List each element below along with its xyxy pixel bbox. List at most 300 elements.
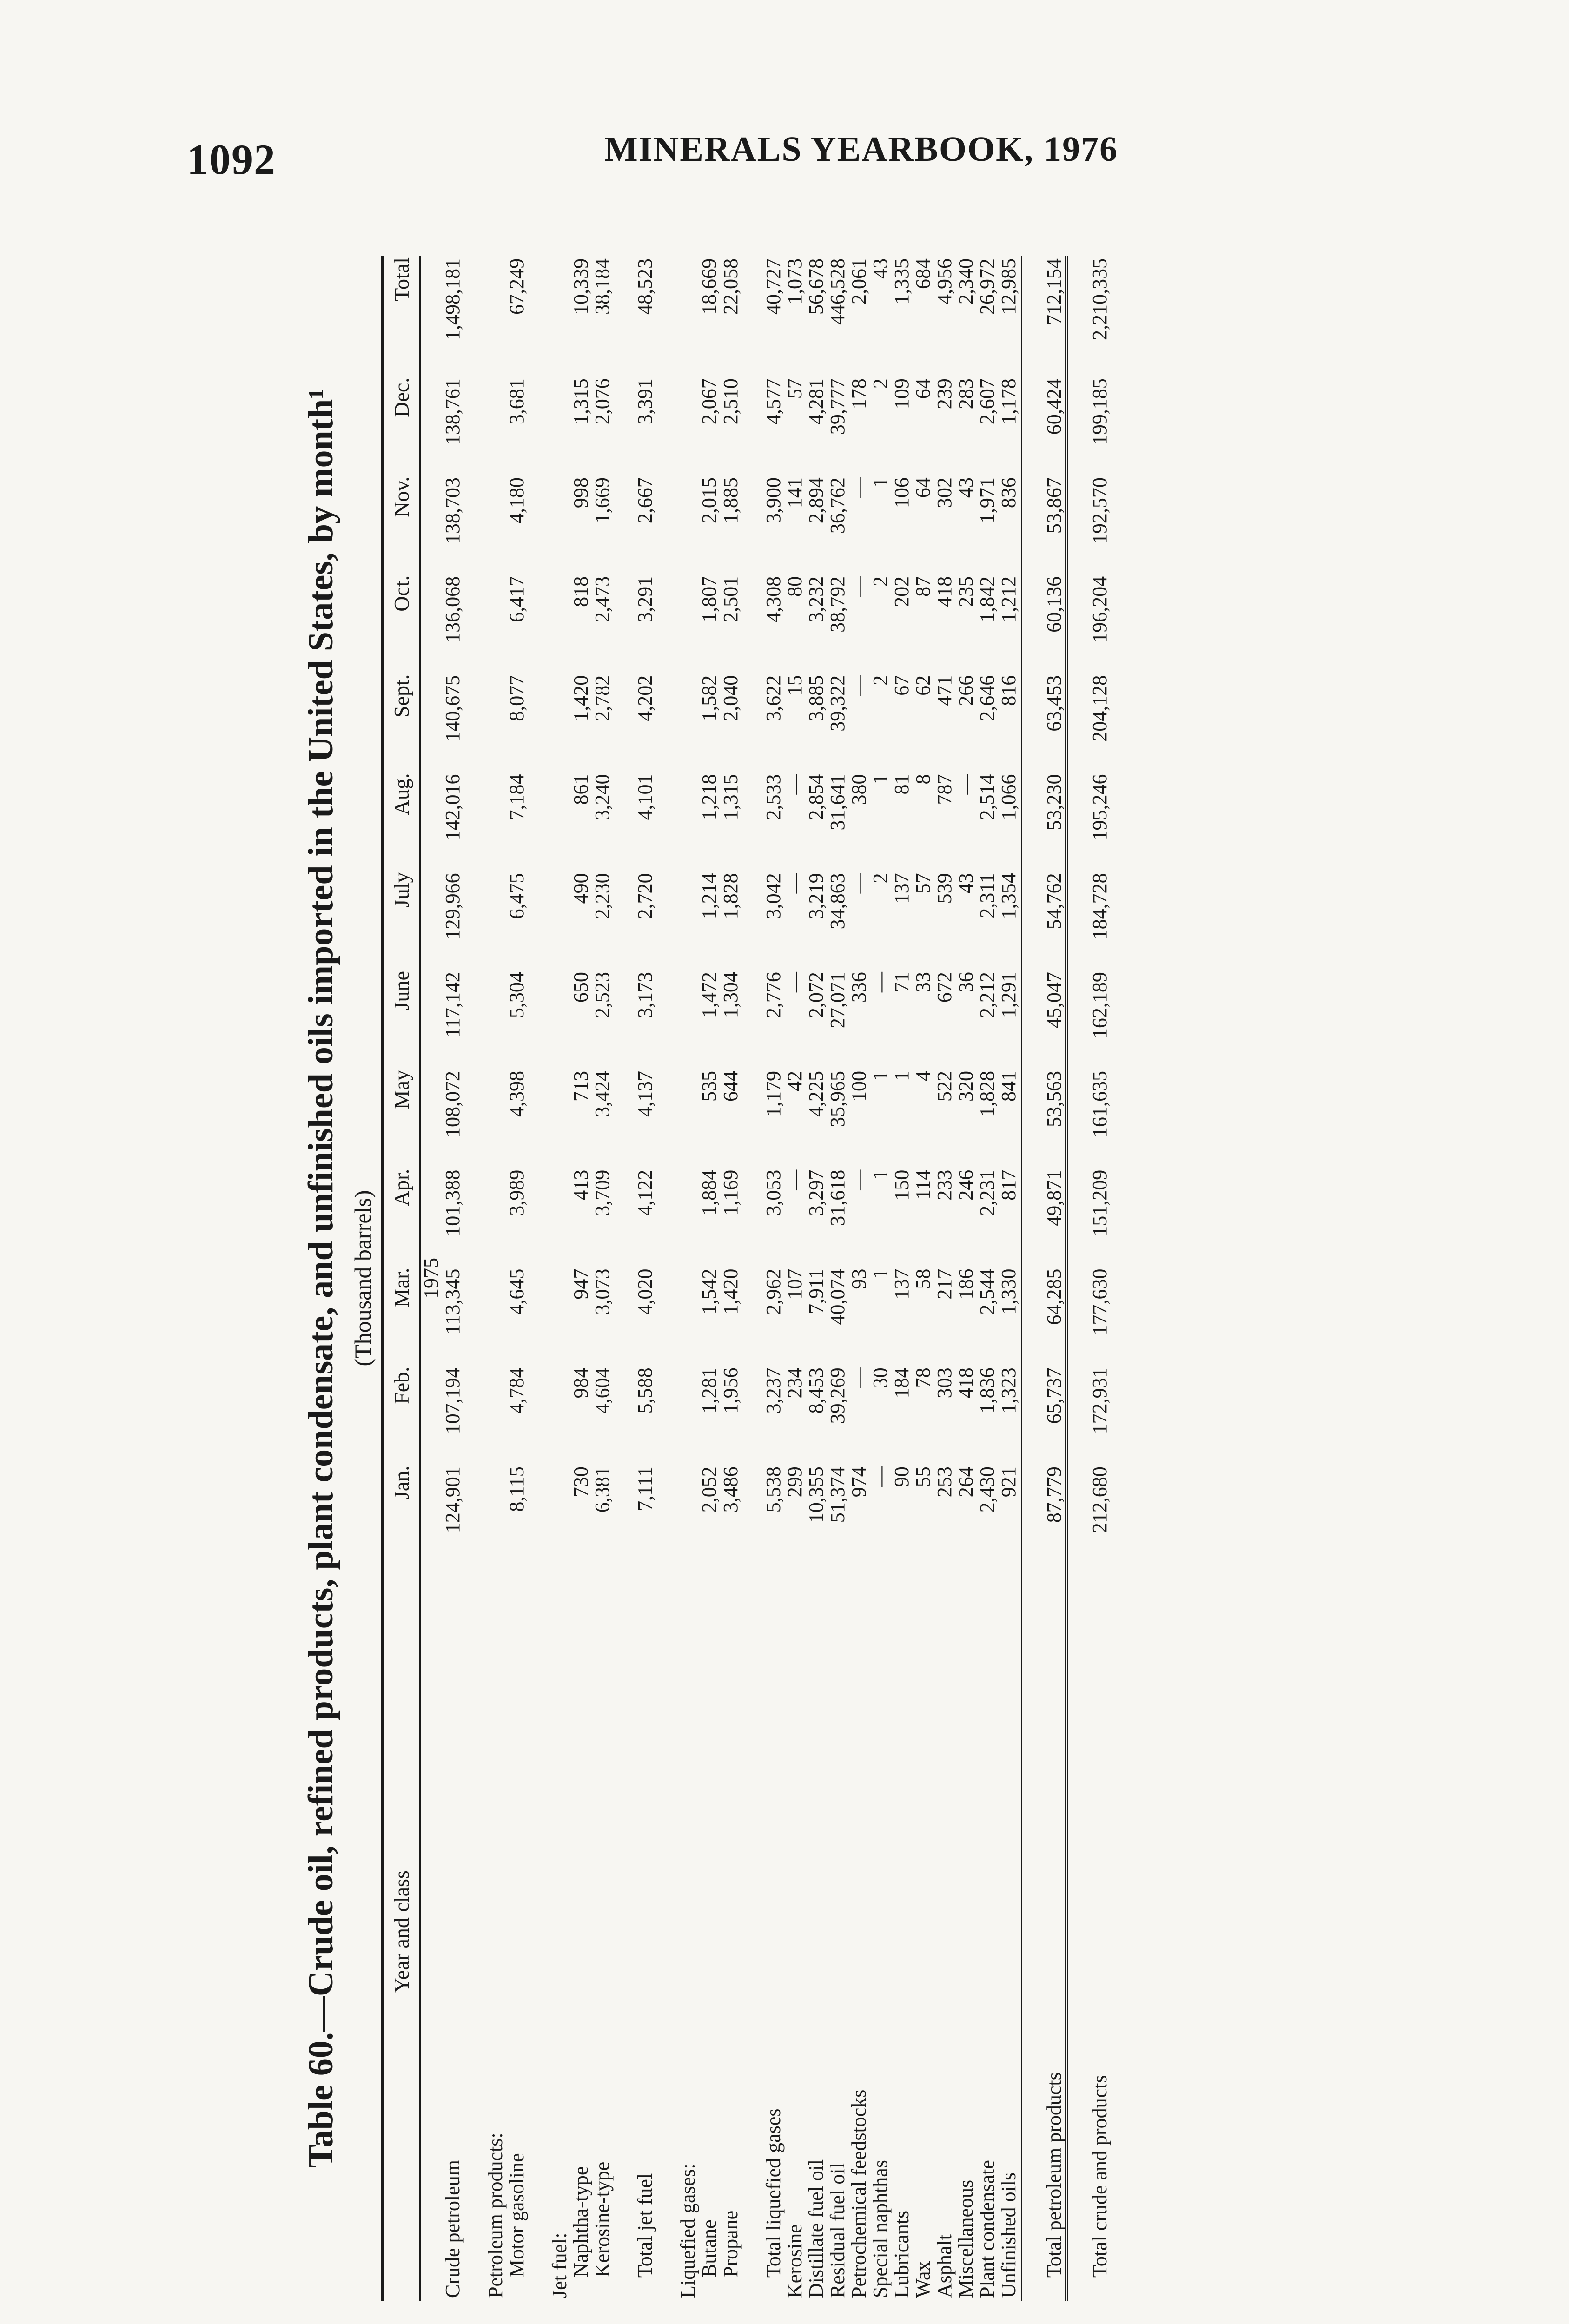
- value-cell: 45,047: [1044, 969, 1066, 1068]
- value-cell: 283: [954, 378, 977, 409]
- value-cell: 40,727: [762, 258, 785, 315]
- table-row: [570, 256, 592, 2301]
- value-cell: 3,232: [805, 576, 828, 622]
- value-cell: 5,588: [634, 1367, 656, 1414]
- table-row: [955, 256, 977, 2301]
- table-row: [891, 256, 913, 2301]
- row-label: Kerosine: [783, 2224, 806, 2298]
- value-cell: —: [847, 873, 870, 894]
- value-cell: 53,563: [1044, 1068, 1066, 1167]
- value-cell: 1: [869, 1268, 892, 1279]
- value-cell: 234: [783, 1367, 806, 1399]
- value-cell: 2,962: [762, 1268, 785, 1315]
- value-cell: 4,604: [591, 1367, 614, 1414]
- table-row: [720, 256, 741, 2301]
- value-cell: 2,040: [719, 675, 742, 721]
- value-cell: 172,931: [1088, 1367, 1111, 1434]
- value-cell: [677, 376, 699, 475]
- value-cell: 1,066: [998, 772, 1021, 871]
- value-cell: 7,911: [805, 1268, 828, 1314]
- value-cell: 36,762: [826, 477, 849, 534]
- value-cell: 1,214: [698, 873, 721, 919]
- row-label: Distillate fuel oil: [805, 2159, 828, 2298]
- value-cell: 446,528: [826, 258, 849, 325]
- table-row: [699, 256, 720, 2301]
- row-label: Petroleum products:: [484, 2133, 507, 2298]
- table-row: [1044, 256, 1066, 2301]
- value-cell: 2: [869, 675, 892, 686]
- value-cell: 3,042: [762, 873, 785, 919]
- value-cell: [485, 673, 506, 772]
- value-cell: [549, 574, 570, 673]
- value-cell: 2: [869, 576, 892, 587]
- table-row: [549, 256, 570, 2301]
- value-cell: 2: [869, 873, 892, 884]
- value-cell: 299: [783, 1466, 806, 1498]
- value-cell: 18,669: [698, 258, 721, 315]
- value-cell: 644: [719, 1070, 742, 1102]
- value-cell: [677, 1068, 699, 1167]
- row-label: Total jet fuel: [634, 2173, 656, 2278]
- value-cell: 336: [847, 972, 870, 1003]
- value-cell: 2,646: [976, 675, 999, 721]
- table-row: [784, 256, 806, 2301]
- value-cell: 246: [954, 1169, 977, 1201]
- value-cell: 1,073: [783, 258, 806, 304]
- value-cell: 136,068: [441, 576, 464, 643]
- value-cell: [549, 969, 570, 1068]
- value-cell: 1,498,181: [441, 258, 464, 340]
- col-header-may: May: [383, 1068, 420, 1167]
- value-cell: 1,179: [762, 1070, 785, 1117]
- value-cell: 816: [998, 673, 1021, 772]
- value-cell: 10,355: [805, 1466, 828, 1523]
- value-cell: —: [847, 1367, 870, 1388]
- value-cell: 2,894: [805, 477, 828, 524]
- spacer-row: [463, 256, 485, 2301]
- value-cell: 78: [912, 1367, 934, 1388]
- value-cell: [485, 1068, 506, 1167]
- value-cell: 12,985: [998, 256, 1021, 376]
- value-cell: 80: [783, 576, 806, 597]
- value-cell: 1: [869, 1169, 892, 1180]
- value-cell: 3,486: [719, 1466, 742, 1513]
- value-cell: [485, 772, 506, 871]
- value-cell: 1,169: [719, 1169, 742, 1216]
- value-cell: 3,622: [762, 675, 785, 721]
- value-cell: 124,901: [441, 1466, 464, 1533]
- table-row: [485, 256, 506, 2301]
- row-label: Jet fuel:: [548, 2232, 571, 2298]
- value-cell: [485, 969, 506, 1068]
- value-cell: [549, 870, 570, 969]
- value-cell: 1,807: [698, 576, 721, 622]
- value-cell: 93: [847, 1268, 870, 1289]
- value-cell: 58: [912, 1268, 934, 1289]
- value-cell: 48,523: [634, 258, 656, 315]
- col-header-total: Total: [383, 256, 420, 376]
- value-cell: 1,420: [569, 675, 592, 721]
- value-cell: 2,533: [762, 774, 785, 820]
- spacer-row: [1066, 256, 1089, 2301]
- value-cell: [677, 673, 699, 772]
- value-cell: 162,189: [1088, 972, 1111, 1039]
- value-cell: 2,052: [698, 1466, 721, 1513]
- table-row: [506, 256, 528, 2301]
- value-cell: 2,544: [976, 1268, 999, 1315]
- value-cell: 4,956: [933, 258, 956, 304]
- value-cell: 151,209: [1088, 1169, 1111, 1236]
- value-cell: 38,792: [826, 576, 849, 633]
- col-header-sept: Sept.: [383, 673, 420, 772]
- value-cell: 302: [933, 477, 956, 508]
- value-cell: 7,184: [505, 774, 528, 820]
- value-cell: 55: [912, 1466, 934, 1487]
- value-cell: 26,972: [976, 258, 999, 315]
- value-cell: —: [954, 774, 977, 795]
- value-cell: 39,269: [826, 1367, 849, 1424]
- value-cell: 1,836: [976, 1367, 999, 1414]
- col-header-oct: Oct.: [383, 574, 420, 673]
- value-cell: [677, 870, 699, 969]
- value-cell: [677, 1365, 699, 1464]
- table-row: [592, 256, 613, 2301]
- value-cell: 418: [933, 576, 956, 607]
- table-row: [998, 256, 1021, 2301]
- value-cell: 2,720: [634, 873, 656, 919]
- table-row: [870, 256, 891, 2301]
- value-cell: 6,475: [505, 873, 528, 919]
- value-cell: 1,472: [698, 972, 721, 1018]
- value-cell: [549, 256, 570, 376]
- col-header-dec: Dec.: [383, 376, 420, 475]
- value-cell: 4,101: [634, 774, 656, 820]
- value-cell: 3,885: [805, 675, 828, 721]
- value-cell: 100: [847, 1070, 870, 1102]
- value-cell: 2,311: [976, 873, 999, 918]
- value-cell: 1,291: [998, 969, 1021, 1068]
- value-cell: 199,185: [1088, 378, 1111, 445]
- value-cell: 3,173: [634, 972, 656, 1018]
- value-cell: 3,424: [591, 1070, 614, 1117]
- value-cell: 1,323: [998, 1365, 1021, 1464]
- value-cell: 1,884: [698, 1169, 721, 1216]
- table-row: [442, 256, 463, 2301]
- value-cell: [549, 1266, 570, 1365]
- value-cell: 107,194: [441, 1367, 464, 1434]
- value-cell: 1,828: [719, 873, 742, 919]
- value-cell: 141: [783, 477, 806, 508]
- value-cell: 31,641: [826, 774, 849, 831]
- value-cell: 413: [569, 1169, 592, 1201]
- value-cell: [549, 1068, 570, 1167]
- value-cell: 4,398: [505, 1070, 528, 1117]
- spacer-cell: [613, 256, 635, 2301]
- value-cell: 984: [569, 1367, 592, 1399]
- value-cell: 195,246: [1088, 774, 1111, 841]
- value-cell: —: [847, 576, 870, 597]
- table-row: [806, 256, 827, 2301]
- value-cell: 1,669: [591, 477, 614, 524]
- value-cell: 1: [869, 1070, 892, 1081]
- value-cell: 129,966: [441, 873, 464, 940]
- value-cell: 3,237: [762, 1367, 785, 1414]
- value-cell: 3,219: [805, 873, 828, 919]
- value-cell: 34,863: [826, 873, 849, 930]
- page-number: 1092: [187, 136, 276, 183]
- value-cell: 239: [933, 378, 956, 409]
- row-label: Motor gasoline: [505, 2153, 528, 2278]
- spacer-row: [656, 256, 677, 2301]
- value-cell: 109: [890, 378, 913, 409]
- col-header-nov: Nov.: [383, 475, 420, 574]
- value-cell: 178: [847, 378, 870, 409]
- value-cell: 380: [847, 774, 870, 805]
- value-cell: 1,330: [998, 1266, 1021, 1365]
- value-cell: 4,784: [505, 1367, 528, 1414]
- value-cell: 137: [890, 873, 913, 904]
- row-label: Crude petroleum: [441, 2160, 464, 2298]
- value-cell: 4,645: [505, 1268, 528, 1315]
- value-cell: 2,072: [805, 972, 828, 1018]
- value-cell: 161,635: [1088, 1070, 1111, 1137]
- value-cell: [549, 1167, 570, 1266]
- value-cell: 4: [912, 1070, 934, 1081]
- value-cell: 264: [954, 1466, 977, 1498]
- value-cell: 2,340: [954, 258, 977, 304]
- value-cell: 67,249: [505, 258, 528, 315]
- value-cell: —: [783, 1169, 806, 1190]
- value-cell: 3,291: [634, 576, 656, 622]
- value-cell: 56,678: [805, 258, 828, 315]
- value-cell: 713: [569, 1070, 592, 1102]
- value-cell: 204,128: [1088, 675, 1111, 742]
- value-cell: 117,142: [441, 972, 464, 1038]
- col-header-jan: Jan.: [383, 1464, 420, 1563]
- value-cell: 49,871: [1044, 1167, 1066, 1266]
- value-cell: [677, 574, 699, 673]
- value-cell: 684: [912, 258, 934, 289]
- value-cell: —: [783, 873, 806, 894]
- value-cell: 43: [954, 477, 977, 498]
- value-cell: [549, 1365, 570, 1464]
- spacer-row: [1021, 256, 1044, 2301]
- col-header-aug: Aug.: [383, 772, 420, 871]
- value-cell: 2,782: [591, 675, 614, 721]
- value-cell: 471: [933, 675, 956, 706]
- value-cell: [677, 772, 699, 871]
- spacer-cell: [1066, 256, 1089, 2301]
- col-header-apr: Apr.: [383, 1167, 420, 1266]
- value-cell: 2,501: [719, 576, 742, 622]
- value-cell: 5,304: [505, 972, 528, 1018]
- spacer-cell: [741, 256, 763, 2301]
- value-cell: 974: [847, 1466, 870, 1498]
- row-label: Miscellaneous: [954, 2179, 977, 2298]
- value-cell: 2,607: [976, 378, 999, 425]
- spacer-row: [613, 256, 635, 2301]
- value-cell: 2,076: [591, 378, 614, 425]
- value-cell: 138,703: [441, 477, 464, 544]
- value-cell: 31,618: [826, 1169, 849, 1226]
- value-cell: 54,762: [1044, 870, 1066, 969]
- value-cell: 418: [954, 1367, 977, 1399]
- value-cell: 672: [933, 972, 956, 1003]
- table-title: Table 60.—Crude oil, refined products, plant condensate, and unfinished oils imported in the United States, by month¹: [301, 388, 340, 2168]
- value-cell: 2,430: [976, 1466, 999, 1513]
- value-cell: 8,453: [805, 1367, 828, 1414]
- value-cell: 57: [912, 873, 934, 894]
- value-cell: 861: [569, 774, 592, 805]
- value-cell: 1,315: [569, 378, 592, 425]
- table-row: [635, 256, 656, 2301]
- table-subtitle: (Thousand barrels): [350, 1190, 376, 1367]
- value-cell: 36: [954, 972, 977, 993]
- row-label: Liquefied gases:: [676, 2163, 699, 2298]
- value-cell: 841: [998, 1068, 1021, 1167]
- value-cell: 35,965: [826, 1070, 849, 1127]
- value-cell: 30: [869, 1367, 892, 1388]
- value-cell: 5,538: [762, 1466, 785, 1513]
- value-cell: 101,388: [441, 1169, 464, 1236]
- value-cell: 3,053: [762, 1169, 785, 1216]
- value-cell: 71: [890, 972, 913, 993]
- value-cell: 266: [954, 675, 977, 706]
- value-cell: 1,842: [976, 576, 999, 622]
- value-cell: 650: [569, 972, 592, 1003]
- value-cell: [485, 1464, 506, 1563]
- value-cell: 2,854: [805, 774, 828, 820]
- value-cell: 114: [912, 1169, 934, 1200]
- value-cell: 2,667: [634, 477, 656, 524]
- value-cell: [485, 870, 506, 969]
- table-body: [420, 256, 1111, 2301]
- value-cell: 1,315: [719, 774, 742, 820]
- value-cell: 42: [783, 1070, 806, 1091]
- value-cell: [677, 1464, 699, 1563]
- col-header-mar: Mar.: [383, 1266, 420, 1365]
- value-cell: 138,761: [441, 378, 464, 445]
- spacer-row: [528, 256, 549, 2301]
- value-cell: 1: [890, 1070, 913, 1081]
- value-cell: 1,178: [998, 376, 1021, 475]
- value-cell: —: [869, 1466, 892, 1487]
- value-cell: 184: [890, 1367, 913, 1399]
- value-cell: 64,285: [1044, 1266, 1066, 1365]
- value-cell: 107: [783, 1268, 806, 1300]
- value-cell: 1,420: [719, 1268, 742, 1315]
- value-cell: 87: [912, 576, 934, 597]
- value-cell: 64: [912, 477, 934, 498]
- table-row: [677, 256, 699, 2301]
- value-cell: 522: [933, 1070, 956, 1102]
- row-label: Butane: [698, 2219, 721, 2278]
- value-cell: 1,218: [698, 774, 721, 820]
- value-cell: 730: [569, 1466, 592, 1498]
- value-cell: [485, 376, 506, 475]
- value-cell: 53,867: [1044, 475, 1066, 574]
- col-header-june: June: [383, 969, 420, 1068]
- year-label: 1975: [420, 1258, 443, 1299]
- table-row: [827, 256, 848, 2301]
- value-cell: 817: [998, 1167, 1021, 1266]
- value-cell: 140,675: [441, 675, 464, 742]
- value-cell: 22,058: [719, 258, 742, 315]
- value-cell: 1,828: [976, 1070, 999, 1117]
- value-cell: 192,570: [1088, 477, 1111, 544]
- value-cell: 1,304: [719, 972, 742, 1018]
- value-cell: 787: [933, 774, 956, 805]
- value-cell: 3,240: [591, 774, 614, 820]
- row-label: Wax: [912, 2261, 934, 2298]
- value-cell: 921: [998, 1464, 1021, 1563]
- value-cell: 8,115: [505, 1466, 528, 1512]
- value-cell: 233: [933, 1169, 956, 1201]
- value-cell: 2,210,335: [1088, 258, 1111, 340]
- value-cell: [485, 574, 506, 673]
- value-cell: 39,777: [826, 378, 849, 435]
- value-cell: 7,111: [634, 1466, 656, 1511]
- header-row: [383, 256, 420, 2301]
- value-cell: —: [847, 675, 870, 696]
- value-cell: 51,374: [826, 1466, 849, 1523]
- value-cell: 490: [569, 873, 592, 904]
- rotated-table-block: [298, 256, 1330, 2301]
- value-cell: 2,015: [698, 477, 721, 524]
- value-cell: 3,989: [505, 1169, 528, 1216]
- value-cell: [549, 673, 570, 772]
- value-cell: —: [847, 477, 870, 498]
- value-cell: 8: [912, 774, 934, 785]
- value-cell: 67: [890, 675, 913, 696]
- value-cell: 81: [890, 774, 913, 795]
- value-cell: 1,971: [976, 477, 999, 524]
- value-cell: 253: [933, 1466, 956, 1498]
- value-cell: 177,630: [1088, 1268, 1111, 1335]
- value-cell: 4,180: [505, 477, 528, 524]
- value-cell: 15: [783, 675, 806, 696]
- value-cell: [549, 1464, 570, 1563]
- value-cell: 1,885: [719, 477, 742, 524]
- value-cell: 3,297: [805, 1169, 828, 1216]
- spacer-cell: [528, 256, 549, 2301]
- spacer-cell: [1021, 256, 1044, 2301]
- row-label: Petrochemical feedstocks: [847, 2089, 870, 2298]
- value-cell: [485, 475, 506, 574]
- value-cell: 4,577: [762, 378, 785, 425]
- table-row: [977, 256, 998, 2301]
- value-cell: 63,453: [1044, 673, 1066, 772]
- value-cell: 27,071: [826, 972, 849, 1029]
- value-cell: 1,582: [698, 675, 721, 721]
- col-header-class: Year and class: [383, 1563, 420, 2301]
- value-cell: 1,335: [890, 258, 913, 304]
- value-cell: 38,184: [591, 258, 614, 315]
- value-cell: 2: [869, 378, 892, 389]
- row-label: Total liquefied gases: [762, 2108, 785, 2278]
- value-cell: 1,281: [698, 1367, 721, 1414]
- value-cell: 202: [890, 576, 913, 607]
- running-header: MINERALS YEARBOOK, 1976: [604, 130, 1119, 169]
- value-cell: 998: [569, 477, 592, 508]
- value-cell: 43: [954, 873, 977, 894]
- value-cell: 1: [869, 477, 892, 488]
- row-label: Total petroleum products: [1044, 1563, 1066, 2301]
- value-cell: 2,776: [762, 972, 785, 1018]
- spacer-cell: [656, 256, 677, 2301]
- value-cell: 235: [954, 576, 977, 607]
- row-label: Unfinished oils: [998, 1563, 1021, 2301]
